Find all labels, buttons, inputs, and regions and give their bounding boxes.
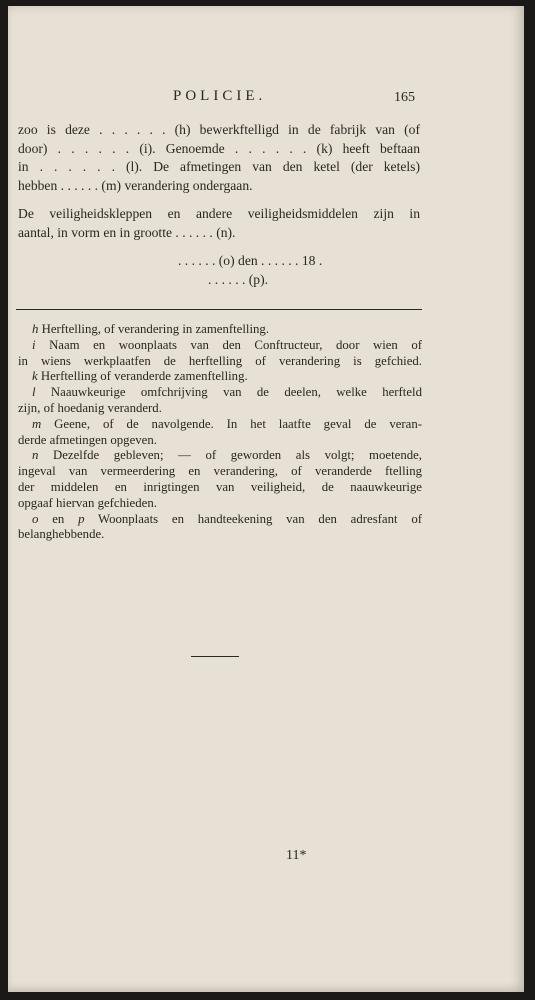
footnote-i: i Naam en woonplaats van den Conftructeur, door wien of in wiens werkplaatfen de herftelling of verandering is gefchied. — [18, 337, 422, 368]
text-line: zoo is deze . . . . . . (h) bewerkftelligd in de fabrijk van (of — [18, 122, 420, 137]
footnote-marker: n — [32, 448, 39, 463]
footnote-l: l Naauwkeurige omfchrijving van de deelen, welke herfteld zijn, of hoedanig veranderd. — [18, 385, 422, 415]
footnote-m: m Geene, of de navolgende. In het laatfte geval de veran- derde afmetingen opgeven. — [18, 416, 422, 447]
footnote-marker: m — [32, 416, 42, 431]
footnote-k: k Herftelling of veranderde zamenftelling. — [32, 369, 248, 384]
footnote-marker: i — [32, 337, 36, 352]
footnote-marker: h — [32, 322, 39, 336]
text-line: door) . . . . . . (i). Genoemde . . . . . . (k) heeft beftaan — [18, 140, 420, 156]
closing-rule — [191, 656, 239, 657]
footnote-divider — [16, 309, 422, 310]
text-line: hebben . . . . . . (m) verandering ondergaan. — [18, 177, 253, 193]
signature-mark: 11* — [286, 848, 307, 863]
text-line: aantal, in vorm en in grootte . . . . . . (n). — [18, 224, 236, 240]
text-line: in . . . . . . (l). De afmetingen van den ketel (der ketels) — [18, 159, 420, 174]
footnote-marker: l — [32, 385, 36, 400]
date-line: . . . . . . (o) den . . . . . . 18 . — [178, 253, 323, 268]
footnote-marker: o — [32, 511, 39, 526]
footnotes — [18, 322, 422, 543]
footnote-n: n Dezelfde gebleven; — of geworden als volgt; moetende, ingeval van vermeerdering en verandering, of veranderde ftelling der middelen en inrigtingen van veiligheid, de naauwkeurige opgaaf hiervan gefchieden. — [18, 448, 422, 510]
text-line: De veiligheidskleppen en andere veiligheidsmiddelen zijn in — [18, 206, 420, 221]
running-head: POLICIE. — [173, 88, 267, 104]
footnote-h: h Herftelling, of verandering in zamenftelling. — [32, 322, 270, 336]
footnote-o-p: o en p Woonplaats en handteekening van den adresfant of belanghebbende. — [18, 511, 423, 542]
footnote-marker: k — [32, 369, 38, 384]
main-text — [18, 121, 420, 289]
footnote-marker: p — [78, 511, 85, 526]
book-page — [8, 6, 524, 992]
signature-line: . . . . . . (p). — [208, 271, 269, 287]
page-number: 165 — [394, 90, 415, 105]
